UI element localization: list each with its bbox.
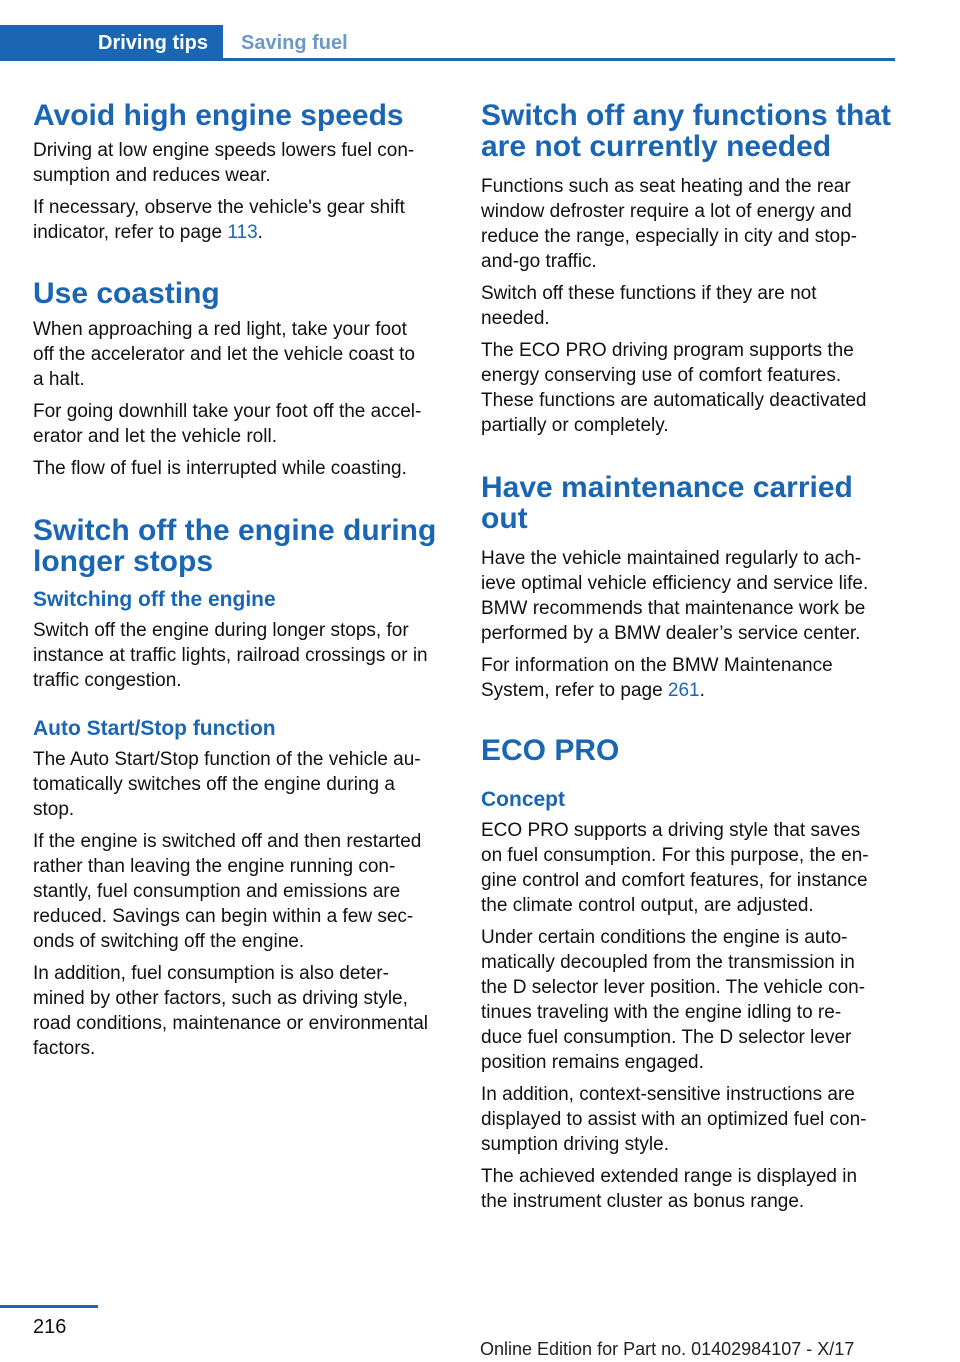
paragraph: The Auto Start/Stop function of the vehicle au‐ tomatically switches off the engine during a stop. bbox=[33, 749, 421, 820]
header-tabs bbox=[0, 25, 895, 61]
paragraph: Under certain conditions the engine is auto‐ matically decoupled from the transmission in the D selector lever position. The vehicle con‐ tinues traveling with the engine idling to re‐ duce fuel consumption. The D selector lever position remains engaged. bbox=[481, 927, 866, 1073]
paragraph: The achieved extended range is displayed in the instrument cluster as bonus range. bbox=[481, 1166, 858, 1212]
heading-use-coasting: Use coasting bbox=[33, 277, 220, 310]
edition-footer: Online Edition for Part no. 01402984107 - X/17 bbox=[480, 1339, 855, 1359]
paragraph: The ECO PRO driving program supports the energy conserving use of comfort features. These functions are automatically deactivated partially or completely. bbox=[481, 340, 867, 436]
heading-avoid-high-engine-speeds: Avoid high engine speeds bbox=[33, 99, 404, 132]
paragraph: In addition, context-sensitive instructions are displayed to assist with an optimized fuel con‐ sumption driving style. bbox=[481, 1084, 867, 1155]
page-number: 216 bbox=[33, 1316, 67, 1338]
paragraph: When approaching a red light, take your foot off the accelerator and let the vehicle coast to a halt. bbox=[33, 319, 415, 390]
paragraph-maintenance-system bbox=[481, 653, 891, 703]
paragraph: Have the vehicle maintained regularly to ach‐ ieve optimal vehicle efficiency and service life. BMW recommends that maintenance work be performed by a BMW dealer’s service center. bbox=[481, 548, 869, 644]
page-number-rule bbox=[0, 1305, 98, 1308]
subheading-auto-start-stop: Auto Start/Stop function bbox=[33, 717, 276, 740]
text: If necessary, observe the vehicle's gear shift indicator, refer to page bbox=[33, 197, 405, 243]
paragraph: Switch off the engine during longer stops, for instance at traffic lights, railroad crossings or in traffic congestion. bbox=[33, 620, 428, 691]
text: For information on the BMW Maintenance System, refer to page bbox=[481, 655, 833, 701]
text: . bbox=[257, 222, 263, 243]
heading-maintenance: Have maintenance carried out bbox=[481, 471, 853, 535]
paragraph: In addition, fuel consumption is also deter‐ mined by other factors, such as driving style, road conditions, maintenance or environmental factors. bbox=[33, 963, 429, 1059]
left-column bbox=[33, 100, 451, 1061]
paragraph: The flow of fuel is interrupted while coasting. bbox=[33, 458, 407, 479]
tab-driving-tips[interactable]: Driving tips bbox=[0, 25, 223, 61]
header-rule bbox=[0, 58, 895, 61]
right-column bbox=[481, 100, 891, 1214]
paragraph: If the engine is switched off and then restarted rather than leaving the engine running con‐ stantly, fuel consumption and emissions are reduced. Savings can begin within a few sec‐ onds of switching off the engine. bbox=[33, 831, 422, 952]
paragraph: ECO PRO supports a driving style that saves on fuel consumption. For this purpose, the en‐ gine control and comfort features, for instance the climate control output, are adjusted. bbox=[481, 820, 869, 916]
paragraph: Driving at low engine speeds lowers fuel con‐ sumption and reduces wear. bbox=[33, 140, 415, 186]
tab-saving-fuel[interactable]: Saving fuel bbox=[241, 32, 348, 54]
heading-switch-off-functions: Switch off any functions that are not currently needed bbox=[481, 99, 891, 163]
heading-switch-off-engine: Switch off the engine during longer stops bbox=[33, 514, 437, 578]
text: . bbox=[699, 680, 705, 701]
paragraph: For going downhill take your foot off the accel‐ erator and let the vehicle roll. bbox=[33, 401, 422, 447]
heading-eco-pro: ECO PRO bbox=[481, 734, 620, 767]
page-link-113[interactable]: 113 bbox=[227, 222, 258, 243]
subheading-concept: Concept bbox=[481, 788, 565, 811]
paragraph: Switch off these functions if they are not needed. bbox=[481, 283, 817, 329]
subheading-switching-off-engine: Switching off the engine bbox=[33, 588, 276, 611]
page-link-261[interactable]: 261 bbox=[667, 680, 700, 701]
paragraph-gear-shift bbox=[33, 195, 451, 245]
paragraph: Functions such as seat heating and the rear window defroster require a lot of energy and reduce the range, especially in city and stop- and-go traffic. bbox=[481, 176, 857, 272]
